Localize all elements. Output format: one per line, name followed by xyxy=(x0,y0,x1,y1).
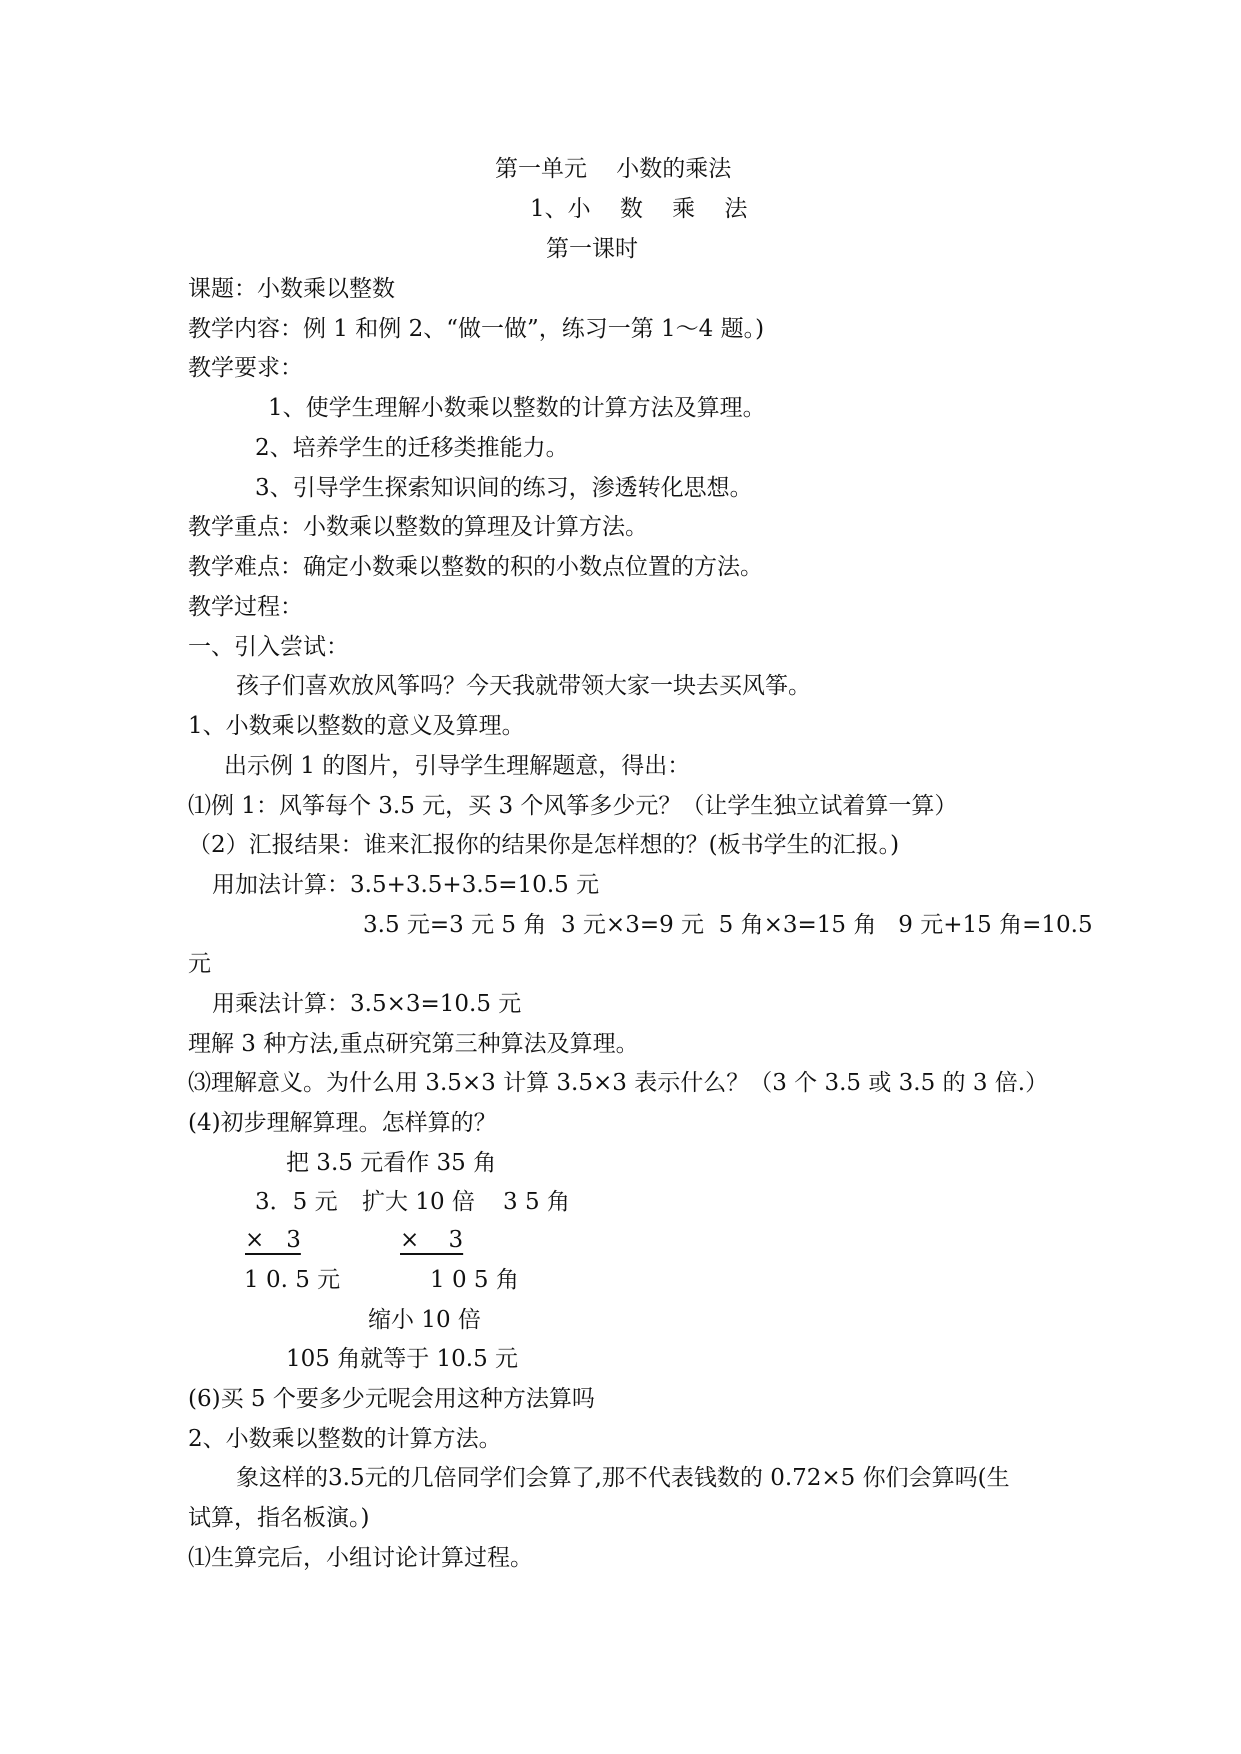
multiplication-line: 用乘法计算：3.5×3=10.5 元 xyxy=(212,991,522,1017)
convert-note: 把 3.5 元看作 35 角 xyxy=(286,1150,497,1176)
intro-paragraph: 孩子们喜欢放风筝吗？今天我就带领大家一块去买风筝。 xyxy=(236,673,811,699)
requirement-2: 2、培养学生的迁移类推能力。 xyxy=(255,435,569,461)
example-1-line: ⑴例 1：风筝每个 3.5 元，买 3 个风筝多少元？（让学生独立试着算一算） xyxy=(188,793,958,819)
methods-line: 理解 3 种方法,重点研究第三种算法及算理。 xyxy=(188,1031,639,1057)
key-point-line: 教学重点：小数乘以整数的算理及计算方法。 xyxy=(188,514,648,540)
calc-left-top: 3．5 元 xyxy=(255,1189,338,1215)
subsection-2-heading: 2、小数乘以整数的计算方法。 xyxy=(188,1426,502,1452)
requirement-1: 1、使学生理解小数乘以整数的计算方法及算理。 xyxy=(268,395,766,421)
difficulty-line: 教学难点：确定小数乘以整数的积的小数点位置的方法。 xyxy=(188,554,763,580)
topic-line: 课题：小数乘以整数 xyxy=(188,276,395,302)
process-heading: 教学过程： xyxy=(188,594,303,620)
subsection-1-heading: 1、小数乘以整数的意义及算理。 xyxy=(188,713,525,739)
part-one-heading: 一、引入尝试： xyxy=(188,634,349,660)
unit-title: 第一单元 小数的乘法 xyxy=(495,156,732,182)
discussion-line: ⑴生算完后，小组讨论计算过程。 xyxy=(188,1545,533,1571)
report-line: （2）汇报结果：谁来汇报你的结果你是怎样想的？(板书学生的汇报。) xyxy=(188,832,900,858)
conversion-line: 3.5 元=3 元 5 角 3 元×3=9 元 5 角×3=15 角 9 元+15 角=10.5 xyxy=(363,912,1093,938)
paragraph-line-2: 试算，指名板演。) xyxy=(188,1505,370,1531)
paragraph-line-1: 象这样的3.5元的几倍同学们会算了,那不代表钱数的 0.72×5 你们会算吗(生 xyxy=(236,1465,1010,1491)
content-line: 教学内容：例 1 和例 2、“做一做”，练习一第 1～4 题。) xyxy=(188,316,765,342)
addition-line: 用加法计算：3.5+3.5+3.5=10.5 元 xyxy=(212,872,600,898)
shrink-note: 缩小 10 倍 xyxy=(368,1307,481,1333)
reasoning-line: (4)初步理解算理。怎样算的？ xyxy=(188,1110,497,1136)
requirement-3: 3、引导学生探索知识间的练习，渗透转化思想。 xyxy=(255,475,753,501)
calc-left-multiplier: × 3 xyxy=(245,1227,301,1253)
calc-left-result: 1 0. 5 元 xyxy=(244,1267,341,1293)
equivalence-line: 105 角就等于 10.5 元 xyxy=(286,1346,519,1372)
conversion-line-end: 元 xyxy=(188,951,211,977)
question-6-line: (6)买 5 个要多少元呢会用这种方法算吗 xyxy=(188,1386,595,1412)
calc-arrow-note: 扩大 10 倍 xyxy=(362,1189,475,1215)
calc-right-top: 3 5 角 xyxy=(503,1189,570,1215)
calc-right-result: 1 0 5 角 xyxy=(430,1267,519,1293)
meaning-line: ⑶理解意义。为什么用 3.5×3 计算 3.5×3 表示什么？（3 个 3.5 或 3.5 的 3 倍.） xyxy=(188,1070,1049,1096)
calc-right-multiplier: × 3 xyxy=(400,1227,464,1253)
example-intro: 出示例 1 的图片，引导学生理解题意，得出： xyxy=(224,753,691,779)
section-title: 1、小 数 乘 法 xyxy=(530,196,748,222)
requirements-heading: 教学要求： xyxy=(188,355,303,381)
lesson-title: 第一课时 xyxy=(546,236,638,262)
